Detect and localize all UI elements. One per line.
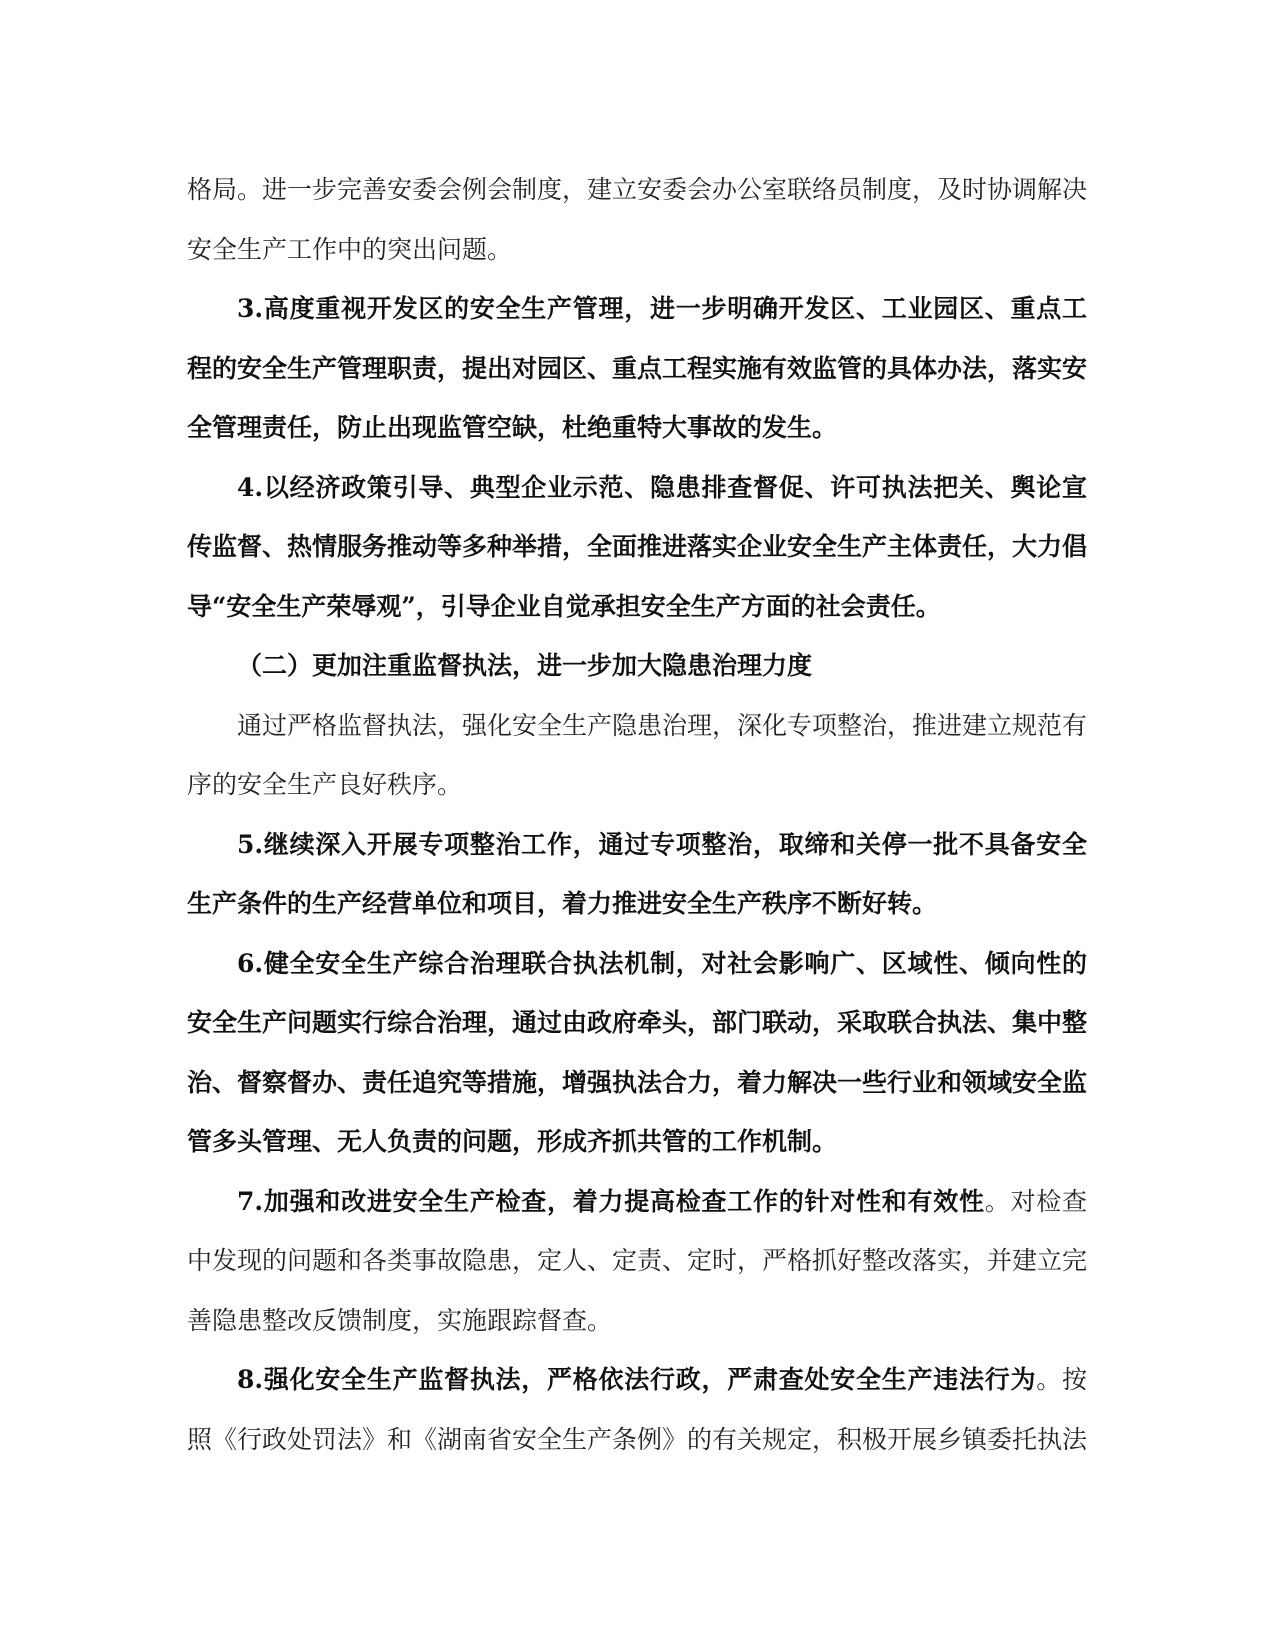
paragraph-text: 。按照《行政处罚法》和《湖南省安全生产条例》的有关规定，积极开展乡镇委托执法 [187,1365,1088,1454]
paragraph-text: 5.继续深入开展专项整治工作，通过专项整治，取缔和关停一批不具备安全生产条件的生产经营单位和项目，着力推进安全生产秩序不断好转。 [187,829,1087,918]
section-heading [187,636,1087,696]
paragraph-text: 3.高度重视开发区的安全生产管理，进一步明确开发区、工业园区、重点工程的安全生产管理职责，提出对园区、重点工程实施有效监管的具体办法，落实安全管理责任，防止出现监管空缺，杜绝重特大事故的发生。 [187,294,1088,442]
paragraph-intro [187,696,1087,815]
paragraph-lead-bold: 7.加强和改进安全生产检查，着力提高检查工作的针对性和有效性 [237,1186,985,1216]
paragraph-item-5 [187,815,1087,934]
paragraph-lead-bold: 8.强化安全生产监督执法，严格依法行政，严肃查处安全生产违法行为 [237,1365,1037,1394]
paragraph-item-8 [187,1350,1087,1469]
paragraph-text: 格局。进一步完善安委会例会制度，建立安委会办公室联络员制度，及时协调解决安全生产工作中的突出问题。 [187,175,1088,264]
heading-text: （二）更加注重监督执法，进一步加大隐患治理力度 [237,651,813,680]
paragraph-continued [187,160,1087,279]
paragraph-text: 。对检查中发现的问题和各类事故隐患，定人、定责、定时，严格抓好整改落实，并建立完善隐患整改反馈制度，实施跟踪督查。 [187,1186,1088,1335]
paragraph-item-7 [187,1172,1087,1351]
paragraph-text: 6.健全安全生产综合治理联合执法机制，对社会影响广、区域性、倾向性的安全生产问题实行综合治理，通过由政府牵头，部门联动，采取联合执法、集中整治、督察督办、责任追究等措施，增强执法合力，着力解决一些行业和领域安全监管多头管理、无人负责的问题，形成齐抓共管的工作机制。 [187,948,1088,1156]
paragraph-item-4 [187,458,1087,637]
document-body [187,160,1087,1469]
paragraph-item-6 [187,934,1087,1172]
paragraph-text: 4.以经济政策引导、典型企业示范、隐患排查督促、许可执法把关、舆论宣传监督、热情服务推动等多种举措，全面推进落实企业安全生产主体责任，大力倡导“安全生产荣辱观”，引导企业自觉承担安全生产方面的社会责任。 [187,472,1088,621]
paragraph-item-3 [187,279,1087,458]
paragraph-text: 通过严格监督执法，强化安全生产隐患治理，深化专项整治，推进建立规范有序的安全生产良好秩序。 [187,710,1088,799]
